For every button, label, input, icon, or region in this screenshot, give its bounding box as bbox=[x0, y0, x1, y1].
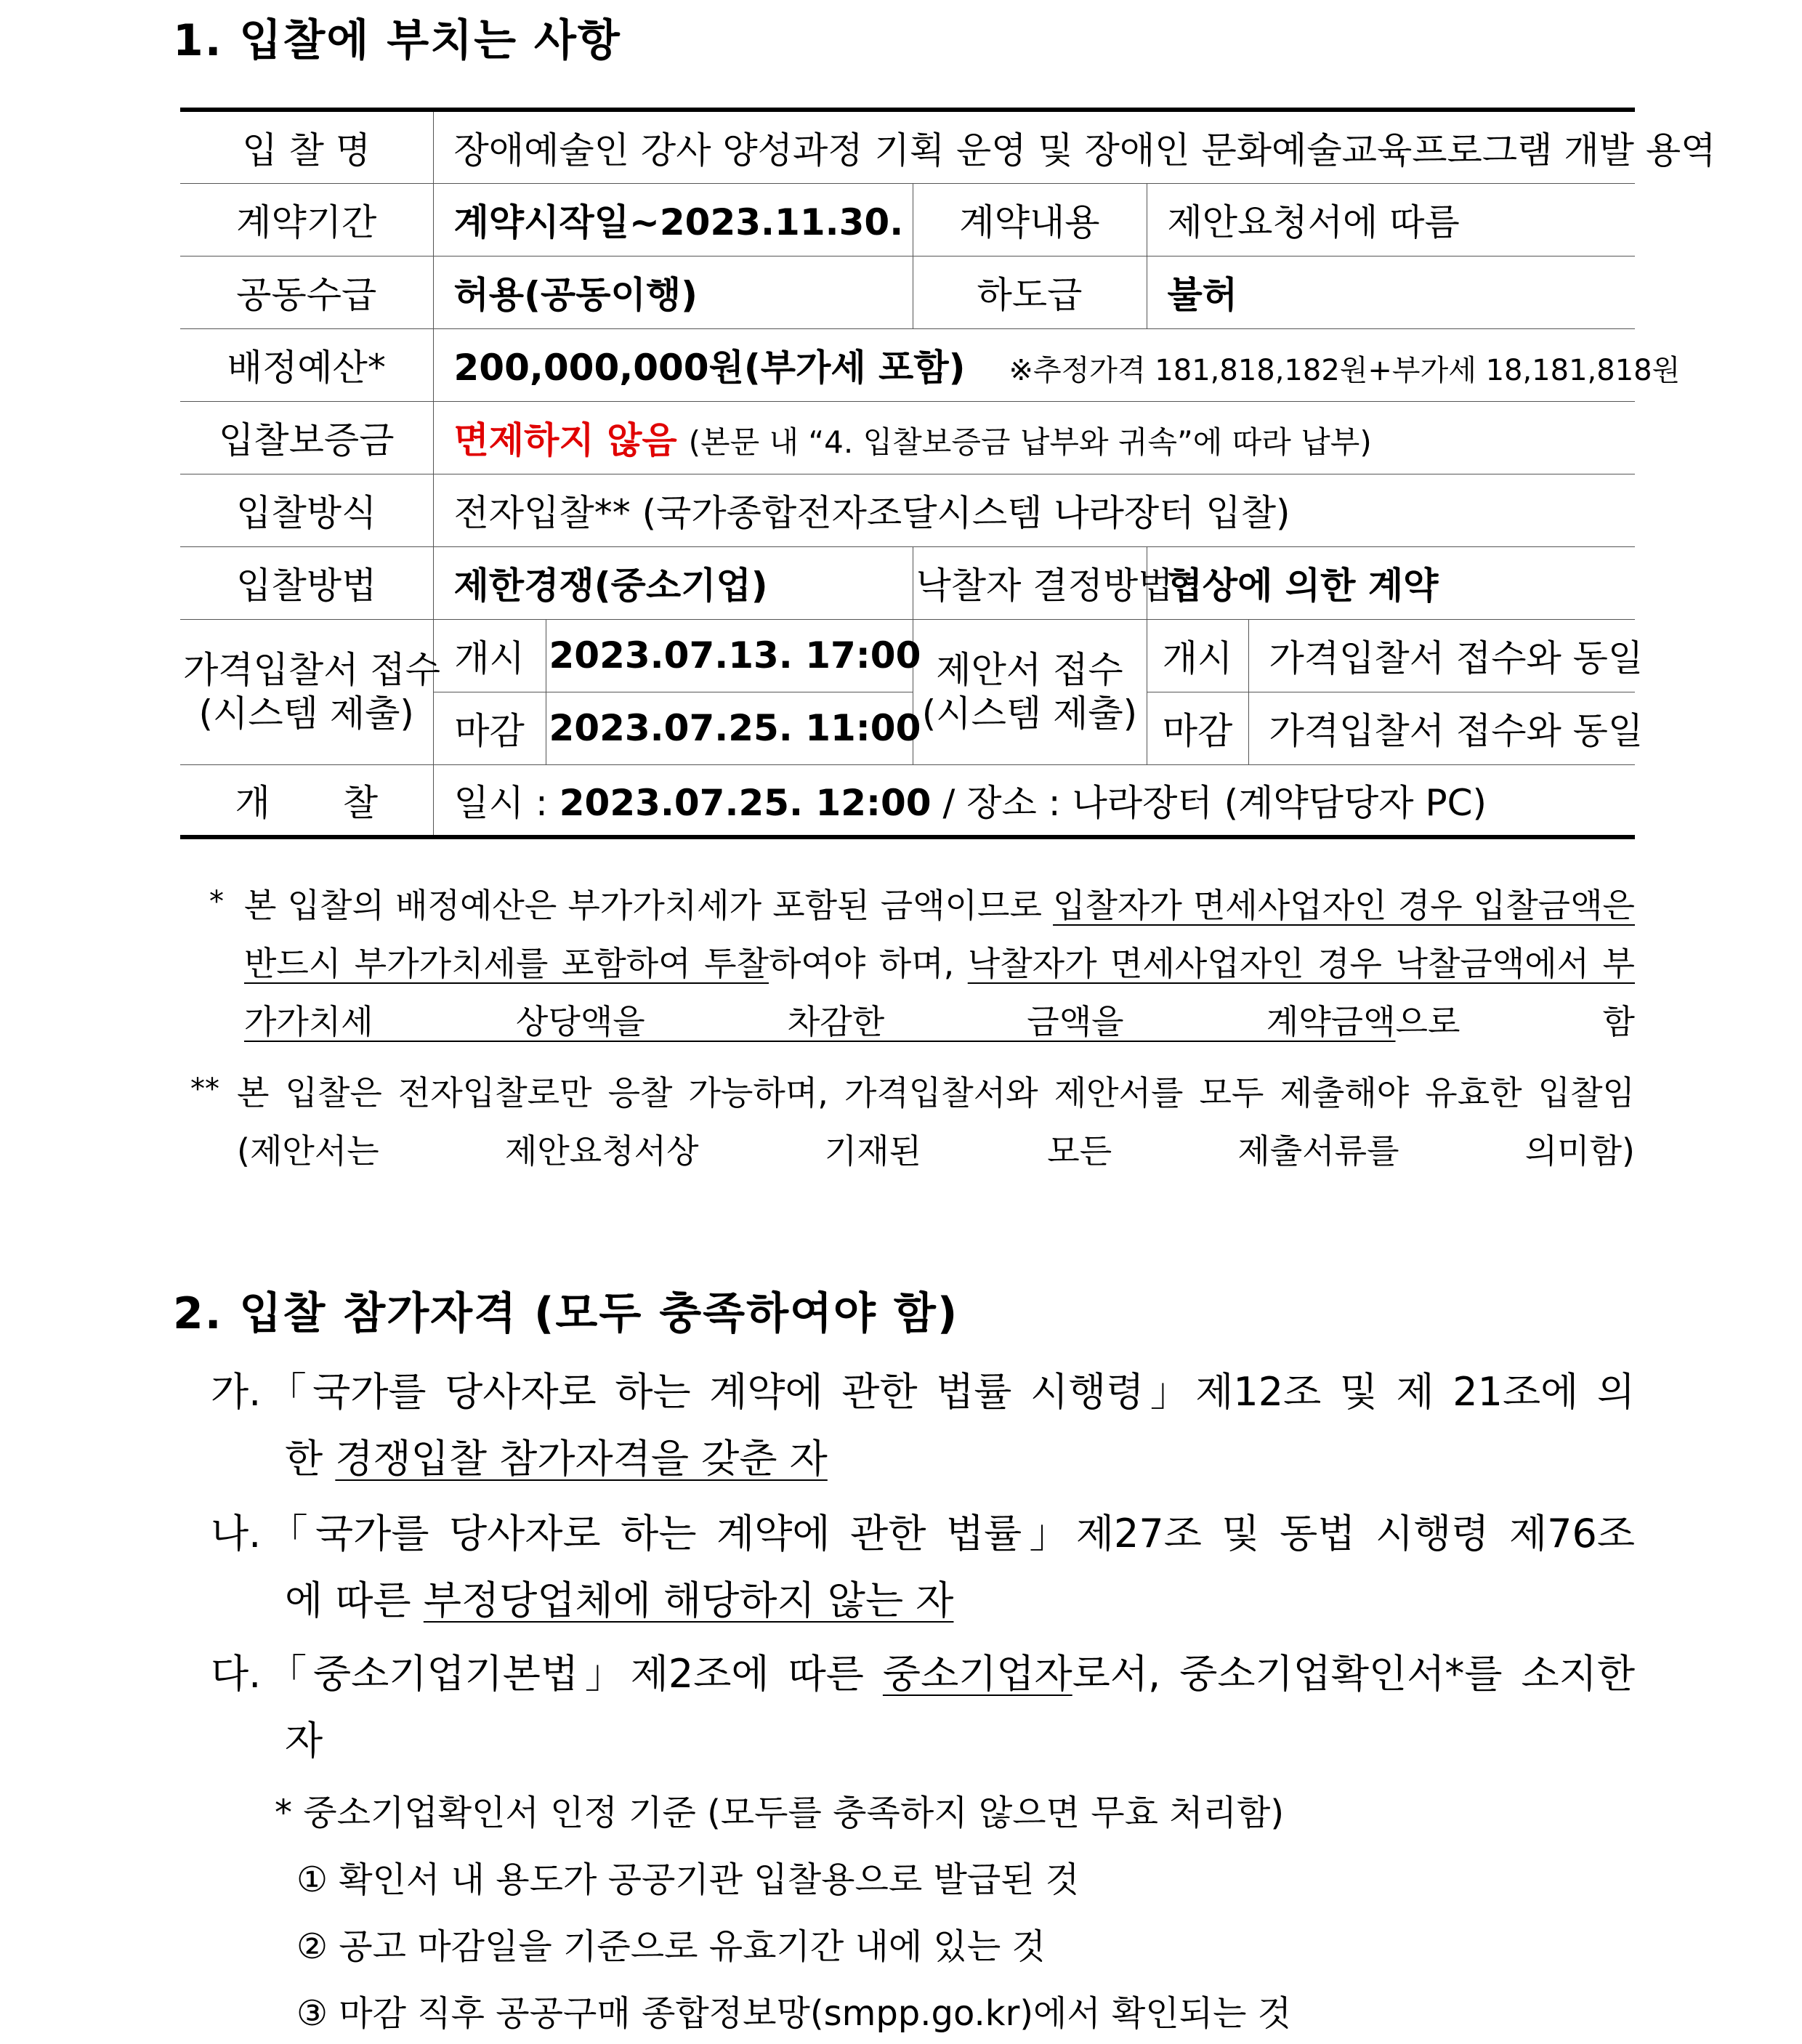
row-joint bbox=[180, 256, 1635, 328]
price-submit-label-2: (시스템 제출) bbox=[198, 692, 414, 735]
deposit-cell bbox=[433, 401, 1635, 474]
price-close-label: 마감 bbox=[433, 692, 546, 764]
section-1-title: 1. 입찰에 부치는 사항 bbox=[173, 15, 621, 66]
budget-note: ※추정가격 181,818,182원+부가세 18,181,818원 bbox=[1009, 354, 1681, 387]
bid-name-value: 장애예술인 강사 양성과정 기획 운영 및 장애인 문화예술교육프로그램 개발 용역 bbox=[433, 110, 1635, 183]
note-1-mark: * bbox=[209, 885, 224, 918]
winner-label: 낙찰자 결정방법 bbox=[913, 546, 1147, 619]
note-1-text-d: 낙찰자가 면세사업자인 경우 낙찰금액에서 부가가치세 상당액을 차감한 금액을 계약금액 bbox=[244, 944, 1635, 1041]
qualification-ga bbox=[211, 1359, 1635, 1492]
proposal-close-label: 마감 bbox=[1147, 692, 1248, 764]
period-value: 계약시작일~2023.11.30. bbox=[433, 183, 913, 256]
price-open-value: 2023.07.13. 17:00 bbox=[546, 619, 913, 692]
bid-name-label: 입 찰 명 bbox=[180, 110, 433, 183]
qualification-ga-underlined: 경쟁입찰 참가자격을 갖춘 자 bbox=[335, 1436, 828, 1482]
criteria-item-1: ① 확인서 내 용도가 공공기관 입찰용으로 발급된 것 bbox=[296, 1859, 1080, 1900]
row-deposit bbox=[180, 401, 1635, 474]
row-period bbox=[180, 183, 1635, 256]
criteria-item-3: ③ 마감 직후 공공구매 종합정보망(smpp.go.kr)에서 확인되는 것 bbox=[296, 1993, 1292, 2034]
criteria-item-2: ② 공고 마감일을 기준으로 유효기간 내에 있는 것 bbox=[296, 1926, 1046, 1967]
joint-label: 공동수급 bbox=[180, 256, 433, 328]
row-way bbox=[180, 546, 1635, 619]
note-1-text-a: 본 입찰의 배정예산은 부가가치세가 포함된 금액이므로 bbox=[244, 886, 1054, 925]
qualification-na-line-2 bbox=[211, 1578, 953, 1623]
method-label: 입찰방식 bbox=[180, 474, 433, 546]
subcontract-label: 하도급 bbox=[913, 256, 1147, 328]
deposit-label: 입찰보증금 bbox=[180, 401, 433, 474]
opening-label: 개 찰 bbox=[180, 764, 433, 837]
criteria-title: * 중소기업확인서 인정 기준 (모두를 충족하지 않으면 무효 처리함) bbox=[275, 1793, 1285, 1833]
qualification-ga-line-2-text: 한 bbox=[285, 1436, 336, 1482]
way-label: 입찰방법 bbox=[180, 546, 433, 619]
qualification-da bbox=[211, 1641, 1635, 1774]
qualification-na-underlined: 부정당업체에 해당하지 않는 자 bbox=[423, 1578, 954, 1623]
proposal-close-value: 가격입찰서 접수와 동일 bbox=[1248, 692, 1635, 764]
opening-place: / 장소 : 나라장터 (계약담당자 PC) bbox=[931, 781, 1487, 824]
proposal-submit-label-1: 제안서 접수 bbox=[936, 649, 1123, 691]
proposal-submit-label bbox=[913, 619, 1147, 764]
content-value: 제안요청서에 따름 bbox=[1147, 183, 1635, 256]
way-value: 제한경쟁(중소기업) bbox=[433, 546, 913, 619]
price-close-value: 2023.07.25. 11:00 bbox=[546, 692, 913, 764]
bid-info-table bbox=[180, 108, 1716, 839]
qualification-ga-line-2 bbox=[211, 1436, 828, 1482]
method-note: (국가종합전자조달시스템 나라장터 입찰) bbox=[642, 492, 1290, 534]
budget-label: 배정예산* bbox=[180, 328, 433, 401]
qualification-na bbox=[211, 1500, 1635, 1634]
qualification-da-underlined: 중소기업자 bbox=[882, 1651, 1072, 1697]
price-submit-label bbox=[180, 619, 440, 764]
qualification-na-line-1: 나.「국가를 당사자로 하는 계약에 관한 법률」제27조 및 동법 시행령 제76조 bbox=[211, 1511, 1635, 1556]
opening-cell bbox=[433, 764, 1635, 837]
note-1-text-b: 입찰자가 면세사업자인 경우 입찰금액은 반드시 부가가치세를 포함하여 투찰 bbox=[244, 886, 1635, 983]
period-label: 계약기간 bbox=[180, 183, 433, 256]
qualification-da-line-1 bbox=[211, 1641, 1635, 1708]
proposal-open-label: 개시 bbox=[1147, 619, 1248, 692]
row-method bbox=[180, 474, 1635, 546]
note-1-text-e: 으로 함 bbox=[1395, 1002, 1635, 1041]
price-submit-label-1: 가격입찰서 접수 bbox=[183, 649, 440, 691]
winner-value: 협상에 의한 계약 bbox=[1147, 546, 1635, 619]
row-price-open bbox=[180, 619, 1635, 692]
qualification-da-line-1-a: 다.「중소기업기본법」제2조에 따른 bbox=[211, 1651, 883, 1697]
budget-cell bbox=[433, 328, 1681, 401]
joint-value: 허용(공동이행) bbox=[433, 256, 913, 328]
budget-value: 200,000,000원(부가세 포함) bbox=[453, 347, 966, 389]
note-2-mark: ** bbox=[190, 1073, 219, 1106]
method-cell bbox=[433, 474, 1635, 546]
note-2: 본 입찰은 전자입찰로만 응찰 가능하며, 가격입찰서와 제안서를 모두 제출해야 유효한 입찰임 (제안서는 제안요청서상 기재된 모든 제출서류를 의미함) bbox=[237, 1073, 1635, 1171]
proposal-submit-label-2: (시스템 제출) bbox=[921, 692, 1138, 735]
method-value: 전자입찰** bbox=[453, 492, 631, 534]
note-1 bbox=[244, 876, 1635, 1051]
row-bid-name bbox=[180, 110, 1635, 183]
qualification-da-line-2: 자 bbox=[285, 1718, 323, 1764]
content-label: 계약내용 bbox=[913, 183, 1147, 256]
deposit-note: (본문 내 “4. 입찰보증금 납부와 귀속”에 따라 납부) bbox=[688, 424, 1372, 460]
section-2-title: 2. 입찰 참가자격 (모두 충족하여야 함) bbox=[173, 1288, 959, 1339]
price-open-label: 개시 bbox=[433, 619, 546, 692]
opening-time-prefix: 일시 : bbox=[453, 781, 559, 824]
qualification-na-line-2-text: 에 따른 bbox=[285, 1578, 424, 1623]
qualification-da-line-1-b: 로서, 중소기업확인서*를 소지한 bbox=[1072, 1651, 1635, 1697]
proposal-open-value: 가격입찰서 접수와 동일 bbox=[1248, 619, 1635, 692]
deposit-value: 면제하지 않음 bbox=[453, 419, 677, 461]
row-opening bbox=[180, 764, 1635, 837]
note-1-text-c: 하여야 하며, bbox=[769, 944, 968, 983]
opening-time: 2023.07.25. 12:00 bbox=[559, 781, 932, 824]
qualification-ga-line-1: 가.「국가를 당사자로 하는 계약에 관한 법률 시행령」제12조 및 제 21조에 의 bbox=[211, 1369, 1635, 1415]
row-budget bbox=[180, 328, 1635, 401]
subcontract-value: 불허 bbox=[1147, 256, 1635, 328]
